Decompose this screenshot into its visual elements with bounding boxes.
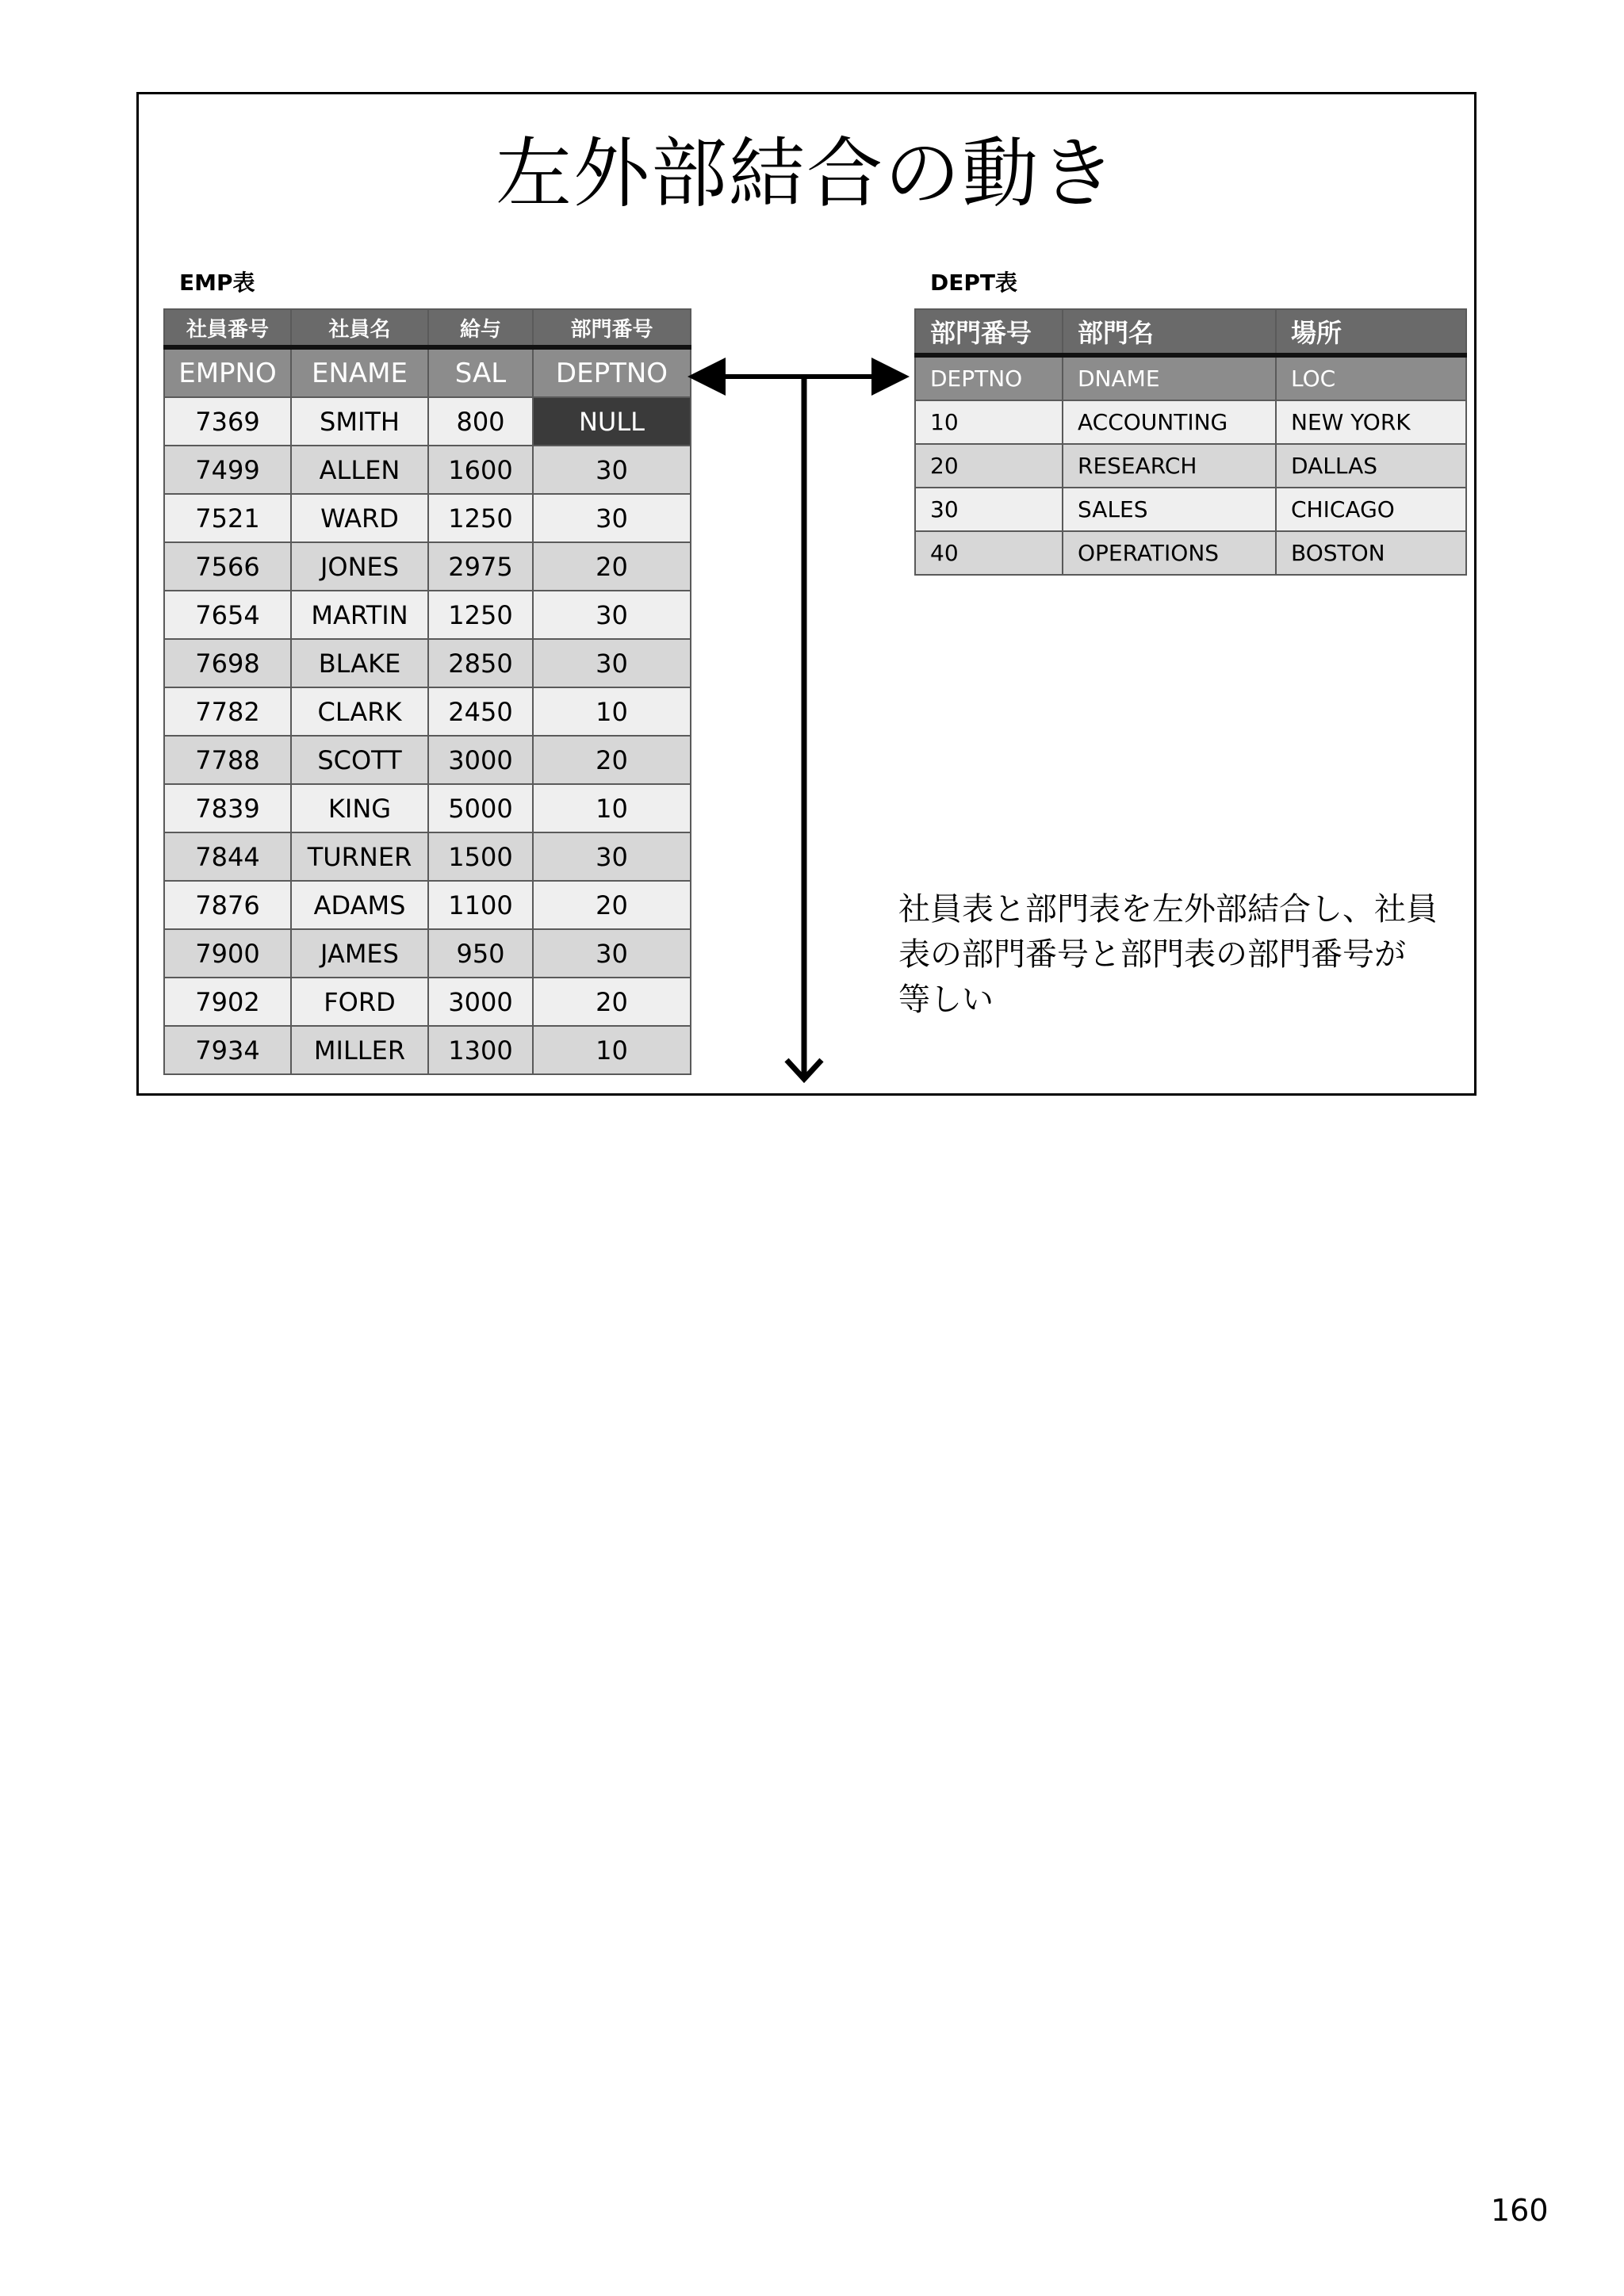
emp-cell: 7566 bbox=[164, 542, 291, 591]
dept-cell: LOC bbox=[1276, 355, 1466, 400]
emp-cell: JAMES bbox=[291, 929, 428, 978]
dept-cell: DALLAS bbox=[1276, 444, 1466, 488]
slide-frame bbox=[136, 92, 1477, 1096]
emp-cell: 3000 bbox=[428, 978, 533, 1026]
emp-cell: 20 bbox=[533, 978, 691, 1026]
emp-cell: 800 bbox=[428, 397, 533, 446]
emp-cell: 7902 bbox=[164, 978, 291, 1026]
emp-cell: CLARK bbox=[291, 687, 428, 736]
emp-cell: 7782 bbox=[164, 687, 291, 736]
emp-cell: 1250 bbox=[428, 494, 533, 542]
emp-cell: 部門番号 bbox=[533, 309, 691, 347]
emp-cell: 30 bbox=[533, 639, 691, 687]
dept-cell: 30 bbox=[915, 488, 1063, 531]
emp-cell: 7521 bbox=[164, 494, 291, 542]
emp-cell: 7499 bbox=[164, 446, 291, 494]
dept-cell: 40 bbox=[915, 531, 1063, 575]
emp-cell: DEPTNO bbox=[533, 347, 691, 397]
dept-cell: SALES bbox=[1063, 488, 1276, 531]
emp-cell: EMPNO bbox=[164, 347, 291, 397]
emp-cell: FORD bbox=[291, 978, 428, 1026]
emp-cell: TURNER bbox=[291, 832, 428, 881]
emp-table-caption: EMP表 bbox=[179, 270, 255, 296]
dept-cell: 部門名 bbox=[1063, 309, 1276, 355]
emp-cell: JONES bbox=[291, 542, 428, 591]
dept-cell: RESEARCH bbox=[1063, 444, 1276, 488]
emp-cell: ADAMS bbox=[291, 881, 428, 929]
emp-cell: 30 bbox=[533, 929, 691, 978]
emp-cell: 30 bbox=[533, 832, 691, 881]
emp-cell: NULL bbox=[533, 397, 691, 446]
emp-cell: 20 bbox=[533, 881, 691, 929]
emp-cell: 30 bbox=[533, 446, 691, 494]
dept-cell: DEPTNO bbox=[915, 355, 1063, 400]
emp-cell: 社員番号 bbox=[164, 309, 291, 347]
description-line: 表の部門番号と部門表の部門番号が bbox=[898, 936, 1406, 973]
dept-cell: 10 bbox=[915, 400, 1063, 444]
emp-cell: 7900 bbox=[164, 929, 291, 978]
emp-cell: MARTIN bbox=[291, 591, 428, 639]
dept-cell: 場所 bbox=[1276, 309, 1466, 355]
emp-cell: 20 bbox=[533, 542, 691, 591]
emp-cell: 7788 bbox=[164, 736, 291, 784]
dept-cell: OPERATIONS bbox=[1063, 531, 1276, 575]
emp-cell: 5000 bbox=[428, 784, 533, 832]
emp-cell: SMITH bbox=[291, 397, 428, 446]
description-line: 社員表と部門表を左外部結合し、社員 bbox=[898, 891, 1438, 928]
slide-title: 左外部結合の動き bbox=[496, 129, 1117, 218]
emp-cell: 30 bbox=[533, 494, 691, 542]
emp-cell: 7654 bbox=[164, 591, 291, 639]
dept-table-caption: DEPT表 bbox=[930, 270, 1017, 296]
emp-cell: 1500 bbox=[428, 832, 533, 881]
emp-cell: BLAKE bbox=[291, 639, 428, 687]
emp-cell: 20 bbox=[533, 736, 691, 784]
emp-cell: 3000 bbox=[428, 736, 533, 784]
page-number: 160 bbox=[1491, 2193, 1549, 2228]
dept-cell: 20 bbox=[915, 444, 1063, 488]
emp-cell: 給与 bbox=[428, 309, 533, 347]
emp-cell: 7844 bbox=[164, 832, 291, 881]
emp-cell: 7934 bbox=[164, 1026, 291, 1074]
emp-cell: KING bbox=[291, 784, 428, 832]
emp-cell: ALLEN bbox=[291, 446, 428, 494]
emp-cell: SCOTT bbox=[291, 736, 428, 784]
emp-cell: 2850 bbox=[428, 639, 533, 687]
emp-cell: 7698 bbox=[164, 639, 291, 687]
emp-cell: 7839 bbox=[164, 784, 291, 832]
dept-cell: 部門番号 bbox=[915, 309, 1063, 355]
dept-cell: ACCOUNTING bbox=[1063, 400, 1276, 444]
dept-cell: CHICAGO bbox=[1276, 488, 1466, 531]
emp-cell: 950 bbox=[428, 929, 533, 978]
emp-cell: 2450 bbox=[428, 687, 533, 736]
emp-cell: SAL bbox=[428, 347, 533, 397]
emp-cell: 7876 bbox=[164, 881, 291, 929]
emp-cell: MILLER bbox=[291, 1026, 428, 1074]
dept-cell: DNAME bbox=[1063, 355, 1276, 400]
dept-cell: BOSTON bbox=[1276, 531, 1466, 575]
description bbox=[898, 887, 1454, 1023]
emp-cell: 1250 bbox=[428, 591, 533, 639]
emp-cell: 1600 bbox=[428, 446, 533, 494]
emp-cell: 7369 bbox=[164, 397, 291, 446]
description-line: 等しい bbox=[898, 982, 994, 1018]
emp-cell: 1300 bbox=[428, 1026, 533, 1074]
emp-cell: 10 bbox=[533, 687, 691, 736]
emp-cell: WARD bbox=[291, 494, 428, 542]
emp-cell: 30 bbox=[533, 591, 691, 639]
dept-cell: NEW YORK bbox=[1276, 400, 1466, 444]
emp-cell: 10 bbox=[533, 1026, 691, 1074]
emp-cell: 社員名 bbox=[291, 309, 428, 347]
emp-cell: 1100 bbox=[428, 881, 533, 929]
emp-cell: ENAME bbox=[291, 347, 428, 397]
emp-cell: 10 bbox=[533, 784, 691, 832]
emp-cell: 2975 bbox=[428, 542, 533, 591]
